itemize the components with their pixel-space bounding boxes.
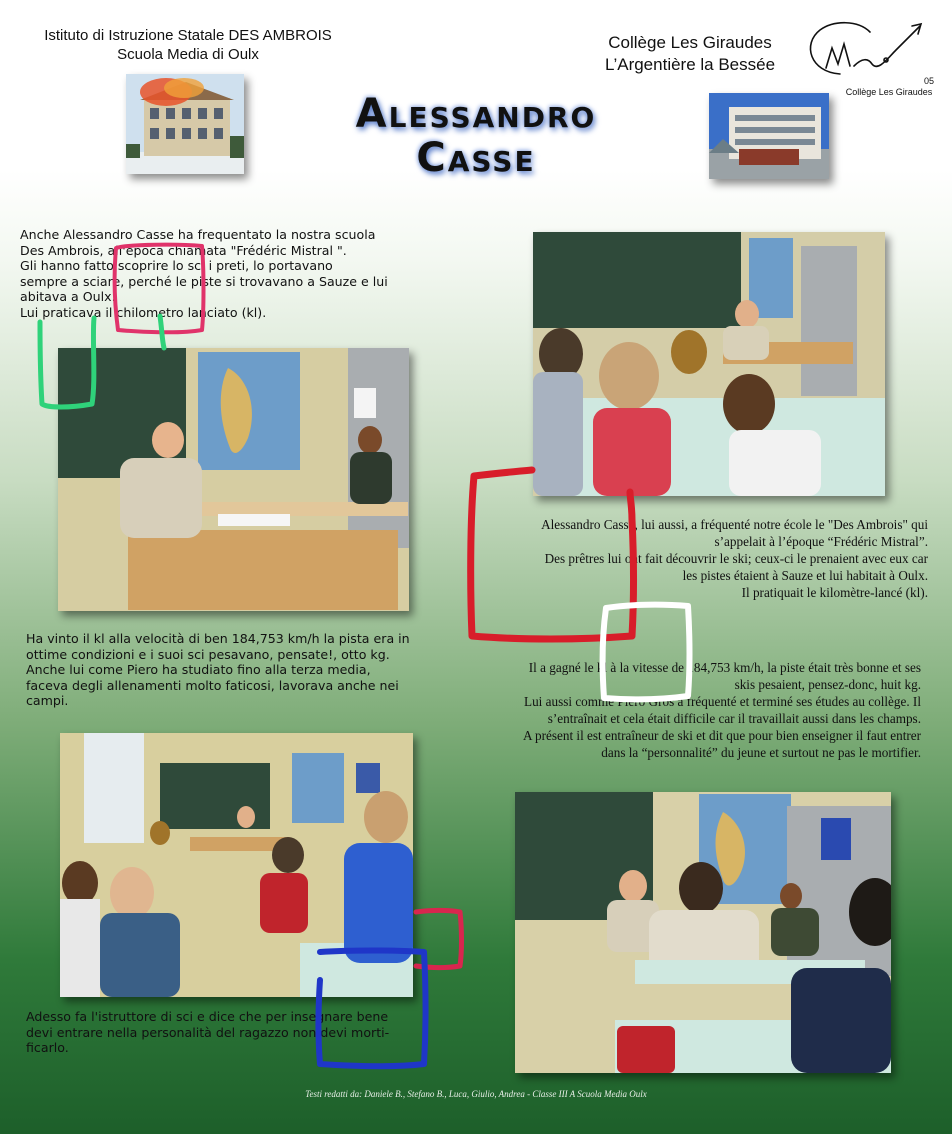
text-line: Il a gagné le kl à la vitesse de 184,753 km/h, la piste était très bonne et ses	[528, 660, 921, 675]
text-line: Adesso fa l'istruttore di sci e dice che per insegnare bene	[26, 1009, 389, 1024]
text-line: Gli hanno fatto scoprire lo sci i preti, lo portavano	[20, 258, 333, 273]
header-left-line2: Scuola Media di Oulx	[117, 46, 259, 63]
text-line: faceva degli allenamenti molto faticosi, lavorava anche nei	[26, 677, 399, 693]
header-right-line1: Collège Les Giraudes	[608, 33, 772, 52]
text-line: Des prêtres lui ont fait découvrir le ski; ceux-ci le prenaient avec eux car	[544, 551, 928, 566]
text-line: Alessandro Casse, lui aussi, a fréquenté notre école le "Des Ambrois" qui	[541, 517, 928, 532]
text-line: Lui aussi comme Piero Gros a fréquenté et terminé ses études au collège. Il	[524, 694, 921, 709]
photo-classroom-3	[60, 733, 413, 997]
text-line: Anche Alessandro Casse ha frequentato la nostra scuola	[20, 227, 376, 242]
text-line: abitava a Oulx.	[20, 289, 116, 304]
text-line: dans la “personnalité” du jeune et surtout ne pas le mortifier.	[601, 745, 921, 760]
text-line: devi entrare nella personalità del ragazzo non devi morti-	[26, 1024, 390, 1040]
title-line1: Alessandro	[355, 91, 597, 137]
italian-paragraph-3	[26, 1009, 466, 1056]
header-left-line1: Istituto di Istruzione Statale DES AMBROIS	[44, 27, 332, 44]
school-name-italian	[18, 26, 358, 64]
italian-paragraph-2	[26, 631, 466, 709]
italian-paragraph-1	[20, 227, 470, 320]
french-paragraph-2	[476, 659, 921, 761]
text-line: ficarlo.	[26, 1040, 69, 1055]
text-line: les pistes étaient à Sauze et lui habitait à Oulx.	[682, 568, 928, 583]
page-title	[300, 92, 652, 180]
text-line: s’entraînait et cela était difficile car il travaillait aussi dans les champs.	[547, 711, 921, 726]
deco-square-crimson	[416, 911, 462, 968]
text-line: campi.	[26, 693, 69, 708]
logo-number: 05	[923, 76, 934, 86]
photo-school-oulx	[126, 74, 244, 174]
text-line: ottime condizioni e i suoi sci pesavano, pensate!, otto kg.	[26, 646, 390, 662]
photo-classroom-1	[58, 348, 409, 611]
text-line: Des Ambrois, all'epoca chiamata "Frédéric Mistral ".	[20, 242, 347, 258]
logo-caption-text: Collège Les Giraudes	[845, 87, 933, 97]
header-right-line2: L’Argentière la Bessée	[604, 55, 776, 74]
text-line: Lui praticava il chilometro lanciato (kl).	[20, 304, 267, 320]
photo-classroom-4	[515, 792, 891, 1073]
college-logo	[800, 14, 932, 84]
title-line2: Casse	[416, 135, 536, 181]
text-line: s’appelait à l’époque “Frédéric Mistral”.	[714, 534, 928, 549]
photo-classroom-2	[533, 232, 885, 496]
deco-square-green-small	[160, 316, 164, 348]
school-name-french	[585, 32, 795, 76]
logo-caption	[836, 76, 942, 98]
text-line: A présent il est entraîneur de ski et dit que pour bien enseigner il faut entrer	[522, 728, 921, 743]
text-line: sempre a sciare, perché le piste si trovavano a Sauze e lui	[20, 273, 388, 289]
text-line: Il pratiquait le kilomètre-lancé (kl).	[741, 585, 928, 600]
text-line: Ha vinto il kl alla velocità di ben 184,753 km/h la pista era in	[26, 631, 410, 646]
french-paragraph-1	[476, 516, 928, 601]
photo-school-argentiere	[709, 93, 829, 179]
text-line: skis pesaient, pensez-donc, huit kg.	[734, 677, 921, 692]
text-line: Anche lui come Piero ha studiato fino alla terza media,	[26, 662, 371, 677]
credits-line: Testi redatti da: Daniele B., Stefano B., Luca, Giulio, Andrea - Classe III A Scuola Media Oulx	[305, 1089, 647, 1099]
